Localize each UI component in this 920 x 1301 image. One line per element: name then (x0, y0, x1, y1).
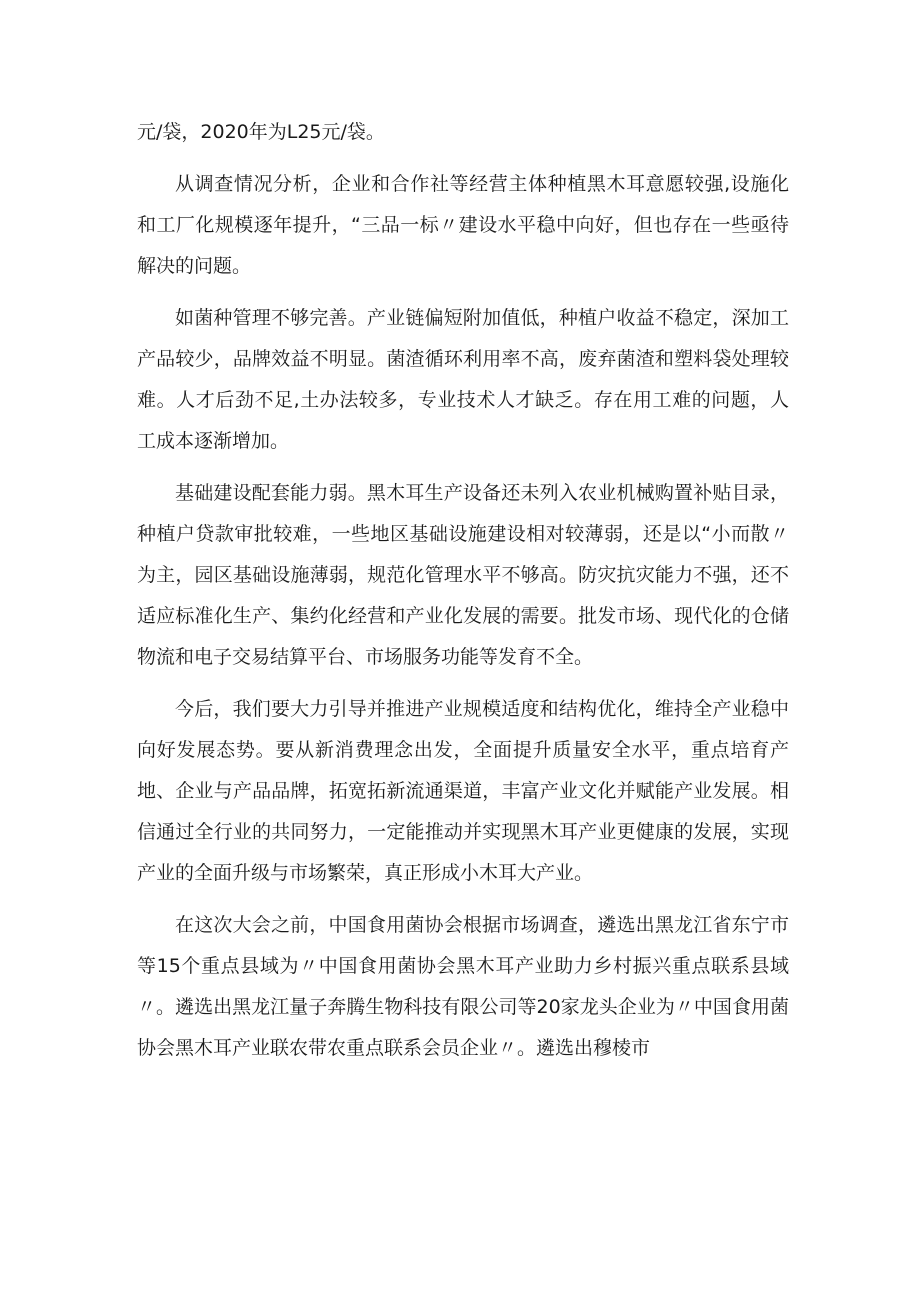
document-body (137, 112, 789, 1080)
paragraph-infrastructure: 基础建设配套能力弱。黑木耳生产设备还未列入农业机械购置补贴目录，种植户贷款审批较难，一些地区基础设施建设相对较薄弱，还是以“小而散〃为主，园区基础设施薄弱，规范化管理水平不够高。防灾抗灾能力不强，还不适应标准化生产、集约化经营和产业化发展的需要。批发市场、现代化的仓储物流和电子交易结算平台、市场服务功能等发育不全。 (137, 482, 789, 668)
paragraph-future-outlook: 今后，我们要大力引导并推进产业规模适度和结构优化，维持全产业稳中向好发展态势。要从新消费理念出发，全面提升质量安全水平，重点培育产地、企业与产品品牌，拓宽拓新流通渠道，丰富产业文化并赋能产业发展。相信通过全行业的共同努力，一定能推动并实现黑木耳产业更健康的发展，实现产业的全面升级与市场繁荣，真正形成小木耳大产业。 (137, 698, 789, 884)
paragraph-price-continued: 元/袋，2020年为L25元/袋。 (137, 121, 385, 143)
paragraph-spawn-management: 如菌种管理不够完善。产业链偏短附加值低，种植户收益不稳定，深加工产品较少，品牌效益不明显。菌渣循环利用率不高，废弃菌渣和塑料袋处理较难。人才后劲不足,土办法较多，专业技术人才缺乏。存在用工难的问题，人工成本逐渐增加。 (137, 307, 789, 452)
paragraph-selection: 在这次大会之前，中国食用菌协会根据市场调查，遴选出黑龙江省东宁市等15个重点县域为〃中国食用菌协会黑木耳产业助力乡村振兴重点联系县域〃。遴选出黑龙江量子奔腾生物科技有限公司等20家龙头企业为〃中国食用菌协会黑木耳产业联农带农重点联系会员企业〃。遴选出穆棱市 (137, 914, 789, 1059)
paragraph-survey-analysis: 从调查情况分析，企业和合作社等经营主体种植黑木耳意愿较强,设施化和工厂化规模逐年提升，“三品一标〃建设水平稳中向好，但也存在一些亟待解决的问题。 (137, 173, 789, 277)
